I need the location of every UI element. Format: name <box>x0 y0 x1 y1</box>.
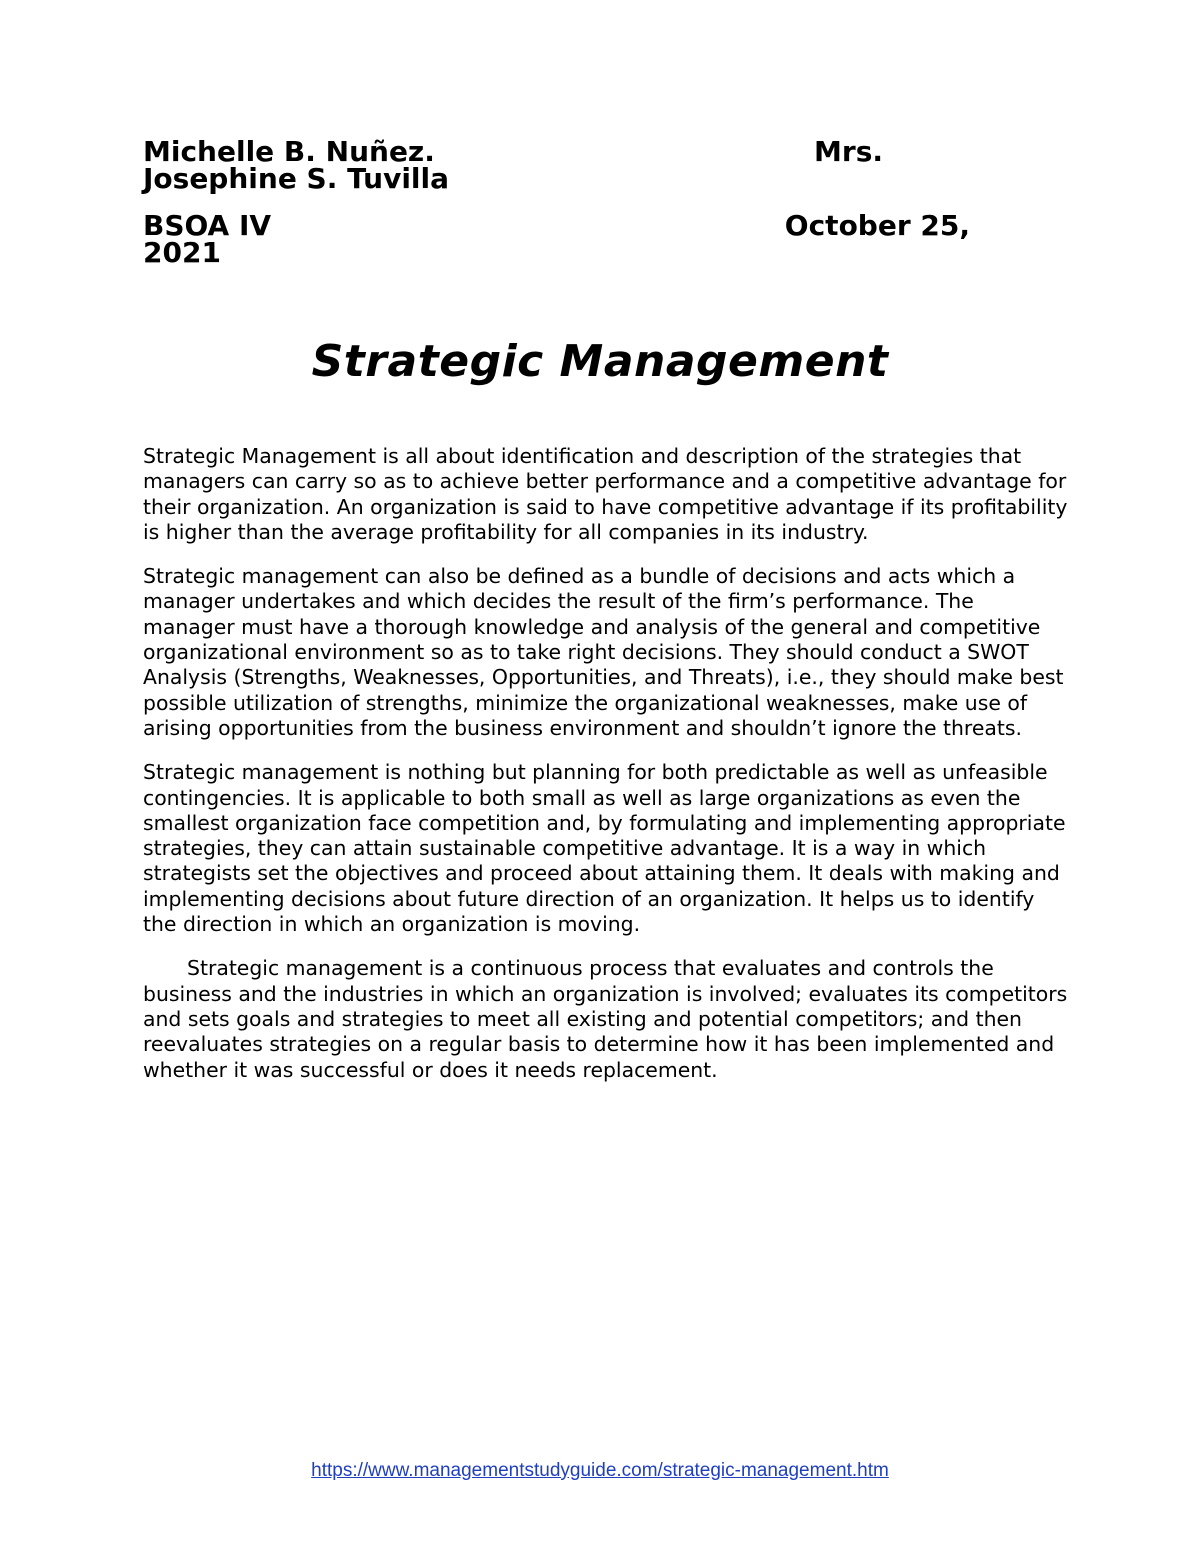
student-name: Michelle B. Nuñez. <box>143 135 435 168</box>
header-line-2 <box>143 209 983 242</box>
body-text <box>143 444 1068 1102</box>
source-link[interactable]: https://www.managementstudyguide.com/strategic-management.htm <box>311 1460 889 1481</box>
date-label: October 25, <box>784 209 970 242</box>
teacher-title: Mrs. <box>814 135 883 168</box>
header-line-1 <box>143 135 983 168</box>
paragraph-3: Strategic management is nothing but planning for both predictable as well as unfeasible contingencies. It is applicable to both small as well as large organizations as even the smallest organization face competition and, by formulating and implementing appropriate strategies, they can attain sustainable competitive advantage. It is a way in which strategists set the objectives and proceed about attaining them. It deals with making and implementing decisions about future direction of an organization. It helps us to identify the direction in which an organization is moving. <box>143 760 1066 937</box>
author-teacher-header <box>143 135 983 195</box>
paragraph-4: Strategic management is a continuous process that evaluates and controls the business and the industries in which an organization is involved; evaluates its competitors and sets goals and strategies to meet all existing and potential competitors; and then reevaluates strategies on a regular basis to determine how it has been implemented and whether it was successful or does it needs replacement. <box>143 956 1068 1082</box>
paragraph-1: Strategic Management is all about identification and description of the strategies that managers can carry so as to achieve better performance and a competitive advantage for their organization. An organization is said to have competitive advantage if its profitability is higher than the average profitability for all companies in its industry. <box>143 444 1068 544</box>
course-label: BSOA IV <box>143 209 272 242</box>
document-title: Strategic Management <box>311 336 889 387</box>
source-footer <box>0 1458 1200 1484</box>
course-date-header <box>143 209 983 269</box>
teacher-name: Josephine S. Tuvilla <box>143 162 450 195</box>
paragraph-2: Strategic management can also be defined as a bundle of decisions and acts which a manager undertakes and which decides the result of the firm’s performance. The manager must have a thorough knowledge and analysis of the general and competitive organizational environment so as to take right decisions. They should conduct a SWOT Analysis (Strengths, Weaknesses, Opportunities, and Threats), i.e., they should make best possible utilization of strengths, minimize the organizational weaknesses, make use of arising opportunities from the business environment and shouldn’t ignore the threats. <box>143 564 1064 740</box>
date-year: 2021 <box>143 236 221 269</box>
